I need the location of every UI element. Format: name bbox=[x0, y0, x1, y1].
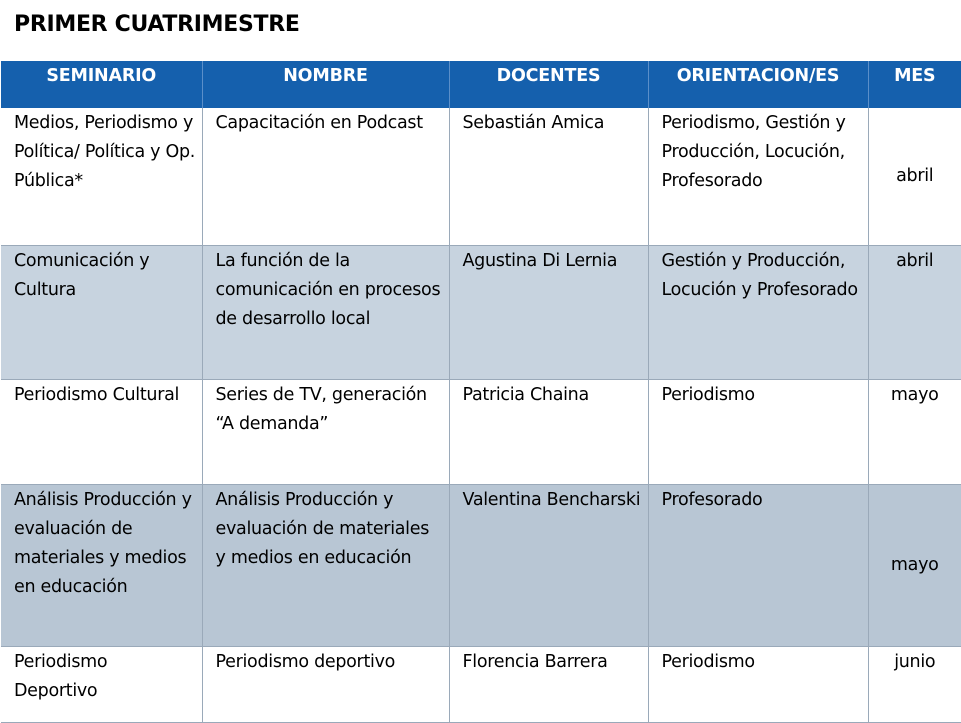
table-row bbox=[1, 245, 961, 379]
table-row bbox=[1, 379, 961, 484]
cell-seminario: Medios, Periodismo y Política/ Política y Op. Pública* bbox=[1, 108, 202, 245]
cell-docentes: Agustina Di Lernia bbox=[449, 245, 648, 379]
cell-nombre: Capacitación en Podcast bbox=[202, 108, 449, 245]
cell-docentes: Florencia Barrera bbox=[449, 646, 648, 722]
cell-seminario: Análisis Producción y evaluación de materiales y medios en educación bbox=[1, 484, 202, 646]
cell-orientaciones: Periodismo bbox=[648, 646, 868, 722]
schedule-table bbox=[1, 61, 961, 723]
cell-nombre: La función de la comunicación en procesos de desarrollo local bbox=[202, 245, 449, 379]
column-header-orientaciones: ORIENTACION/ES bbox=[648, 61, 868, 108]
cell-seminario: Comunicación y Cultura bbox=[1, 245, 202, 379]
cell-mes: abril bbox=[868, 245, 961, 379]
cell-mes: mayo bbox=[868, 379, 961, 484]
table-row bbox=[1, 484, 961, 646]
cell-seminario: Periodismo Deportivo bbox=[1, 646, 202, 722]
cell-docentes: Sebastián Amica bbox=[449, 108, 648, 245]
cell-docentes: Patricia Chaina bbox=[449, 379, 648, 484]
cell-mes: junio bbox=[868, 646, 961, 722]
cell-docentes: Valentina Bencharski bbox=[449, 484, 648, 646]
cell-orientaciones: Periodismo bbox=[648, 379, 868, 484]
table-row bbox=[1, 646, 961, 722]
cell-orientaciones: Periodismo, Gestión y Producción, Locución, Profesorado bbox=[648, 108, 868, 245]
column-header-seminario: SEMINARIO bbox=[1, 61, 202, 108]
table-header-row bbox=[1, 61, 961, 108]
cell-nombre: Análisis Producción y evaluación de materiales y medios en educación bbox=[202, 484, 449, 646]
column-header-nombre: NOMBRE bbox=[202, 61, 449, 108]
cell-orientaciones: Gestión y Producción, Locución y Profesorado bbox=[648, 245, 868, 379]
cell-seminario: Periodismo Cultural bbox=[1, 379, 202, 484]
cell-mes: abril bbox=[868, 108, 961, 245]
cell-orientaciones: Profesorado bbox=[648, 484, 868, 646]
cell-mes: mayo bbox=[868, 484, 961, 646]
cell-nombre: Periodismo deportivo bbox=[202, 646, 449, 722]
column-header-mes: MES bbox=[868, 61, 961, 108]
column-header-docentes: DOCENTES bbox=[449, 61, 648, 108]
cell-nombre: Series de TV, generación “A demanda” bbox=[202, 379, 449, 484]
page-title: PRIMER CUATRIMESTRE bbox=[14, 12, 300, 37]
table-row bbox=[1, 108, 961, 245]
